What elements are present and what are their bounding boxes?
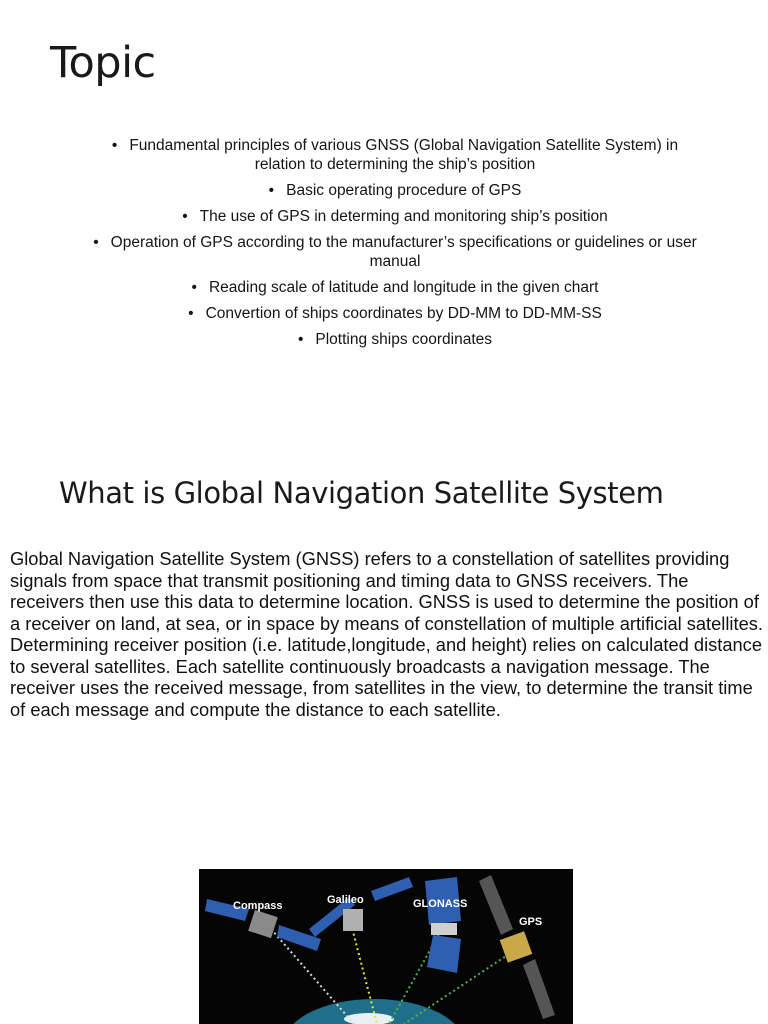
bullet-item [90,181,700,200]
bullet-item [90,304,700,323]
bullet-item [90,233,700,271]
bullet-text: Operation of GPS according to the manufacturer’s specifications or guidelines or user manual [110,234,697,270]
compass-label: Compass [233,900,283,912]
gps-satellite-icon [479,875,555,1019]
bullet-dot: • [188,305,194,322]
bullet-item [90,278,700,297]
bullet-dot: • [182,208,188,225]
bullet-dot: • [297,331,304,348]
satellites-illustration [199,869,573,1024]
galileo-label: Galileo [327,894,364,906]
bullet-item [90,207,700,226]
slide-title-topic: Topic [50,38,156,88]
bullet-item [90,136,700,174]
gnss-satellites-figure [199,869,573,1024]
bullet-dot: • [111,137,118,154]
topic-bullet-list [90,136,700,356]
glonass-label: GLONASS [413,898,468,910]
section-title-gnss: What is Global Navigation Satellite System [59,476,664,510]
bullet-text: Fundamental principles of various GNSS (Global Navigation Satellite System) in relation to determining the ship’s position [129,137,679,173]
glonass-satellite-icon [425,877,461,973]
bullet-text: Convertion of ships coordinates by DD-MM to DD-MM-SS [205,305,602,322]
bullet-text: Plotting ships coordinates [315,331,493,348]
bullet-item [90,330,700,349]
bullet-dot: • [268,182,275,199]
bullet-text: Reading scale of latitude and longitude in the given chart [208,279,599,296]
bullet-dot: • [191,279,197,296]
galileo-satellite-icon [309,877,413,937]
gnss-definition-paragraph: Global Navigation Satellite System (GNSS) refers to a constellation of satellites providing signals from space that transmit positioning and timing data to GNSS receivers. The receivers then use this data to determine location. GNSS is used to determine the position of a receiver on land, at sea, or in space by means of constellation of multiple artificial satellites. Determining receiver position (i.e. latitude,longitude, and height) relies on calculated distance to several satellites. Each satellite continuously broadcasts a navigation message. The receiver uses the received message, from satellites in the view, to determine the transit time of each message and compute the distance to each satellite. [10,548,763,720]
bullet-text: Basic operating procedure of GPS [286,182,522,199]
bullet-dot: • [93,234,99,251]
gps-label: GPS [519,916,543,928]
bullet-text: The use of GPS in determing and monitoring ship’s position [199,208,608,225]
